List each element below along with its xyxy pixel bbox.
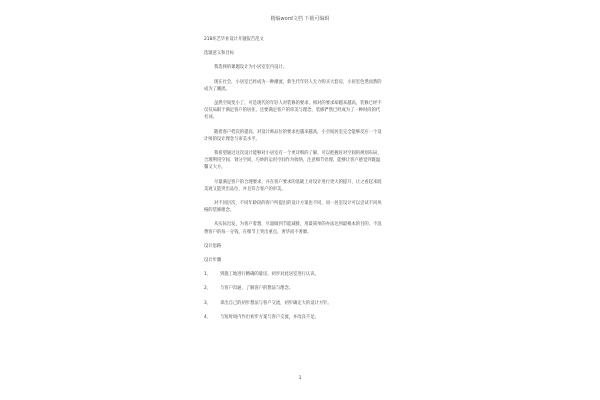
spacer (204, 236, 404, 243)
paragraph-line: 名词。 (204, 115, 217, 121)
header-note: 精编word文档 下载可编辑 (270, 16, 330, 22)
paragraph-line: 我希望通过这次设计能够对小居室有一个更详细的了解，可以把握好对空间的规划布局、 (214, 151, 382, 157)
paragraph (204, 79, 404, 93)
paragraph-line: 成为了潮流。 (204, 86, 230, 92)
spacer (204, 250, 404, 257)
paragraph-line: 美观又能突出品位，并且符合客户的审美。 (204, 186, 286, 192)
spacer (204, 143, 404, 150)
list-number: 2、 (204, 286, 212, 292)
paragraph (204, 150, 404, 172)
paragraph (204, 179, 404, 193)
paragraph-line: 从实际出发，为客户着想，尽量做到节能减排，用最简单的办法达到最根本的目的，不浪 (214, 222, 382, 228)
spacer (204, 278, 404, 285)
paragraph-line: 随着客户档次的提高，对设计师品位的要求也越来越高，小空间居室完全能够反应一个设 (214, 129, 382, 135)
spacer (204, 264, 404, 271)
list-item (204, 285, 404, 292)
spacer (204, 43, 404, 50)
paragraph-line: 费客户的每一分钱，在细节上突出重点，奢华而不奢靡。 (204, 229, 312, 235)
paragraph-line: 计师的设计理念与审美水平。 (204, 136, 260, 142)
spacer (204, 307, 404, 314)
spacer (204, 93, 404, 100)
paragraph-line: 对不同层次、不同年龄段的客户所提出的设计方案也不同，同一居室设计可以尝试不同风 (214, 201, 382, 207)
spacer (204, 57, 404, 64)
list-item (204, 271, 404, 278)
document-title: 218环艺毕业设计开题报告范文 (204, 37, 264, 42)
paragraph-line: 虽然空间变小了，可是现代的年轻人对装修的要求，相对的要求却越来越高，装修已经不 (214, 101, 382, 107)
spacer (204, 172, 404, 179)
paragraph-line: 尽量满足客户的合理要求，并在客户要求的基础上对设计进行更大的提升，让之看起来既 (214, 179, 382, 185)
document-body (204, 36, 404, 328)
section-heading: 选题意义和目标 (204, 51, 235, 57)
list-text: 到施工地进行精确的量房，初步对此居室进行认识。 (220, 272, 319, 278)
spacer (204, 293, 404, 300)
paragraph (204, 64, 404, 71)
list-text: 与客户沟通，了解客户的想法与理念。 (220, 286, 294, 292)
spacer (204, 214, 404, 221)
list-number: 3、 (204, 300, 212, 306)
spacer (204, 72, 404, 79)
paragraph-line: 格的装修理念。 (204, 208, 235, 214)
page-number: 1 (298, 376, 302, 381)
paragraph-line: 仅仅局限于满足客户的居住，还要满足客户的审美与理念，装修俨然已经成为了一种时尚的代 (204, 108, 381, 114)
section-heading: 设计步骤 (204, 258, 222, 264)
list-number: 4、 (204, 314, 212, 320)
paragraph-line: 馨又大方。 (204, 165, 226, 171)
paragraph-line: 我选择的课题设计为小居室室内设计。 (214, 65, 288, 71)
section-heading: 设计思路 (204, 243, 222, 249)
list-number: 1、 (204, 272, 212, 278)
list-text: 拿出自己的初步想法与客户交流，初步确定大的设计方针。 (220, 300, 332, 306)
spacer (204, 122, 404, 129)
list-item (204, 314, 404, 321)
list-text: 与短时间内作出初步方案与客户交流，并改良不足。 (220, 314, 319, 320)
list-item (204, 300, 404, 307)
spacer (204, 321, 404, 328)
spacer (204, 193, 404, 200)
paragraph (204, 129, 404, 143)
paragraph-line: 现在社会，小居室已经成为一种潮流，新生代年轻人无力购买大套房，小居室色然而然的 (214, 79, 382, 85)
paragraph (204, 200, 404, 214)
paragraph (204, 100, 404, 122)
paragraph-line: 合理利用空间、划分空间、巧妙的运用空间作为收纳，注意细节处理，能够让客户感觉到既温 (204, 158, 381, 164)
paragraph (204, 221, 404, 235)
